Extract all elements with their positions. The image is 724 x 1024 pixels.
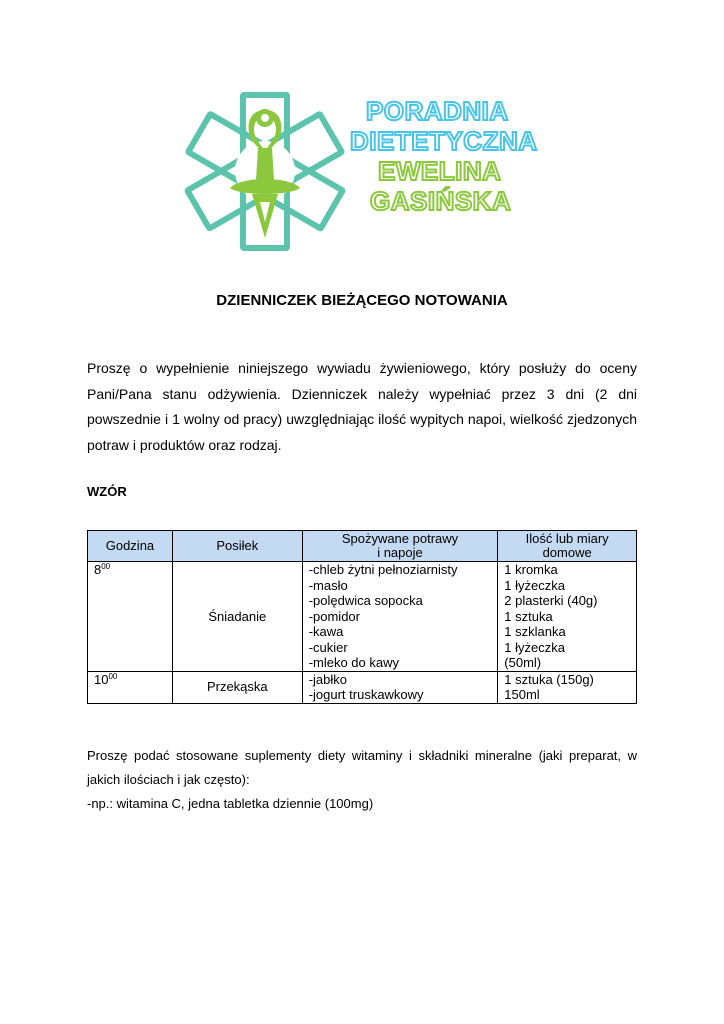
header-ilosc xyxy=(498,531,637,562)
meal-cell: Przekąska xyxy=(172,671,302,703)
header-posilek: Posiłek xyxy=(172,531,302,562)
food-item: -jogurt truskawkowy xyxy=(308,687,424,702)
logo-text xyxy=(350,96,550,246)
header-godzina: Godzina xyxy=(88,531,173,562)
food-item: -kawa xyxy=(308,624,344,639)
food-item: -masło xyxy=(308,577,348,593)
yoga-figure-star-of-life-icon xyxy=(180,88,350,253)
intro-paragraph: Proszę o wypełnienie niniejszego wywiadu żywieniowego, który posłuży do oceny Pani/Pana stanu odżywienia. Dzienniczek należy wypełniać przez 3 dni (2 dni powszednie i 1 wolny od pracy) uwzględniając ilość wypitych napoi, wielkość zjedzonych potraw i produktów oraz rodzaj. xyxy=(87,360,637,453)
example-label: WZÓR xyxy=(87,484,127,499)
hour-value: 10 xyxy=(94,671,109,687)
supplements-example: -np.: witamina C, jedna tabletka dziennie (100mg) xyxy=(87,796,374,811)
meal-cell: Śniadanie xyxy=(172,562,302,672)
supplements-paragraph: Proszę podać stosowane suplementy diety witaminy i składniki mineralne (jaki preparat, w jakich ilościach i jak często): xyxy=(87,748,637,787)
amount-item: 1 sztuka (150g) xyxy=(504,671,594,687)
logo-line-3: EWELINA xyxy=(378,156,502,186)
logo-line-1: PORADNIA xyxy=(366,96,509,126)
amount-item: 2 plasterki (40g) xyxy=(504,593,598,608)
food-item: -cukier xyxy=(308,639,348,655)
foods-cell xyxy=(302,671,498,703)
header-potrawy-line1: Spożywane potrawy xyxy=(341,530,459,546)
logo-line-4: GASIŃSKA xyxy=(370,186,512,216)
food-item: -mleko do kawy xyxy=(308,655,399,670)
clinic-logo xyxy=(180,88,550,253)
minutes-value: 00 xyxy=(101,562,111,571)
amount-item: 1 łyżeczka xyxy=(504,639,565,655)
amount-item: 150ml xyxy=(504,687,540,702)
food-item: -jabłko xyxy=(308,671,347,687)
header-potrawy-line2: i napoje xyxy=(377,545,423,560)
header-potrawy xyxy=(302,531,498,562)
amount-item: (50ml) xyxy=(504,655,542,670)
amount-item: 1 szklanka xyxy=(504,624,566,639)
food-item: -pomidor xyxy=(308,608,360,624)
food-item: -polędwica sopocka xyxy=(308,593,423,608)
table-row xyxy=(88,562,637,672)
hour-cell xyxy=(88,671,173,703)
amount-item: 1 sztuka xyxy=(504,608,553,624)
amounts-cell xyxy=(498,562,637,672)
table-row xyxy=(88,671,637,703)
header-ilosc-line1: Ilość lub miary xyxy=(525,530,609,546)
header-ilosc-line2: domowe xyxy=(542,545,592,560)
amount-item: 1 kromka xyxy=(504,562,558,577)
amounts-cell xyxy=(498,671,637,703)
logo-line-2: DIETETYCZNA xyxy=(350,126,538,156)
document-title: DZIENNICZEK BIEŻĄCEGO NOTOWANIA xyxy=(216,292,508,309)
table-header-row xyxy=(88,531,637,562)
food-item: -chleb żytni pełnoziarnisty xyxy=(308,562,458,577)
minutes-value: 00 xyxy=(108,671,118,681)
foods-cell xyxy=(302,562,498,672)
hour-cell xyxy=(88,562,173,672)
amount-item: 1 łyżeczka xyxy=(504,577,565,593)
hour-value: 8 xyxy=(94,562,102,577)
diary-example-table xyxy=(87,530,637,704)
